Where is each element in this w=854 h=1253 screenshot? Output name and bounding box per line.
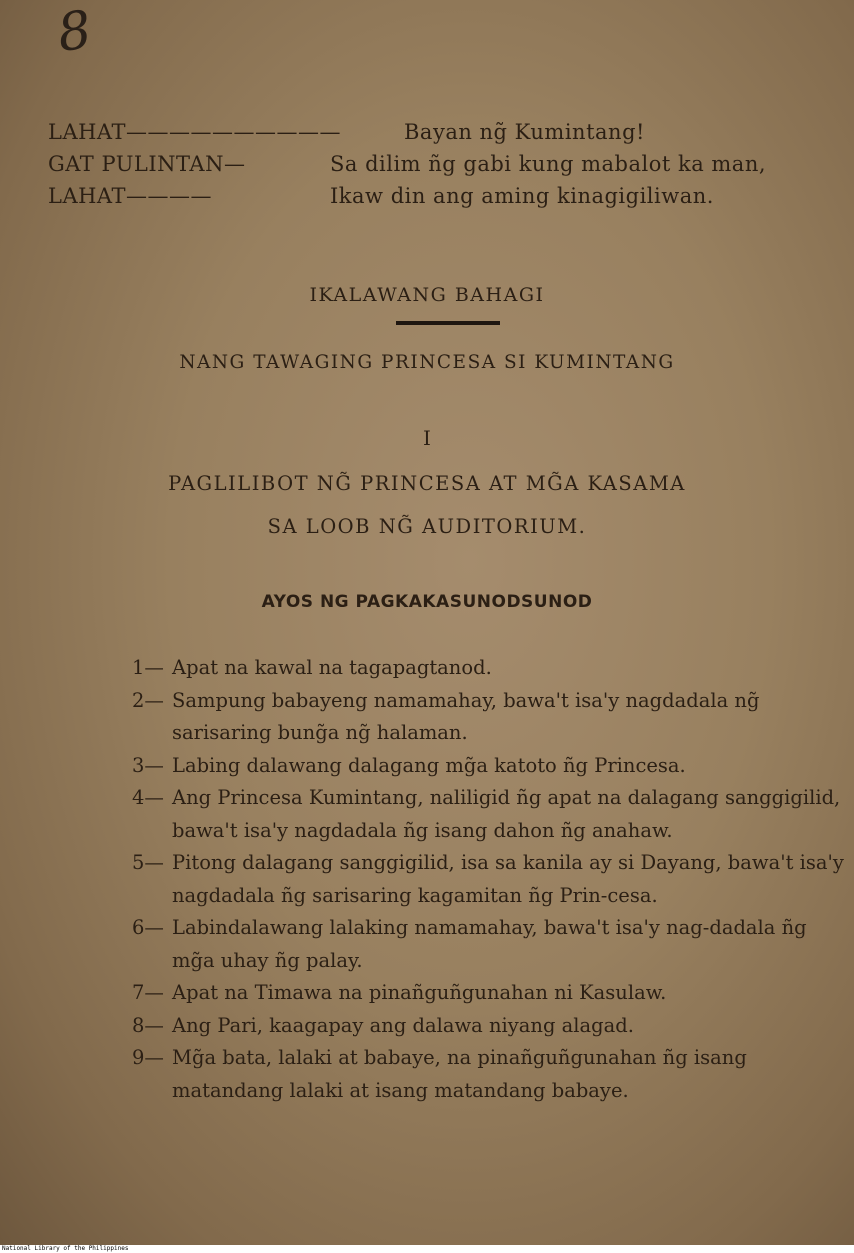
dialogue-block <box>48 116 828 212</box>
item-number: 5— <box>132 851 164 874</box>
part-heading: IKALAWANG BAHAGI <box>309 284 545 306</box>
speaker-name: GAT PULINTAN— <box>48 152 246 176</box>
list-item <box>132 750 852 783</box>
item-text: Apat na Timawa na pinañguñgunahan ni Kasulaw. <box>172 981 667 1004</box>
item-number: 2— <box>132 688 164 712</box>
list-item <box>132 1010 852 1043</box>
speech-text: Bayan ng̃ Kumintang! <box>404 120 645 144</box>
item-text: Apat na kawal na tagapagtanod. <box>172 656 492 679</box>
item-number: 9— <box>132 1046 164 1069</box>
item-text: Mg̃a bata, lalaki at babaye, na pinañguñgunahan ñg isang matandang lalaki at isang matandang babaye. <box>172 1046 747 1102</box>
item-number: 8— <box>132 1013 164 1037</box>
item-number: 4— <box>132 786 164 809</box>
speaker-name: LAHAT———— <box>48 184 212 208</box>
list-item <box>132 912 852 977</box>
item-number: 7— <box>132 981 164 1004</box>
list-item <box>132 977 852 1010</box>
handwritten-page-number: 8 <box>53 0 96 65</box>
section-numeral: I <box>423 426 431 450</box>
speech-text: Ikaw din ang aming kinagigiliwan. <box>330 184 714 208</box>
item-number: 1— <box>132 656 164 679</box>
order-heading: AYOS NG PAGKAKASUNODSUNOD <box>261 592 593 612</box>
heading-rule <box>396 321 500 325</box>
item-text: Pitong dalagang sanggigilid, isa sa kanila ay si Dayang, bawa't isa'y nagdadala ñg sarisaring kagamitan ñg Prin-cesa. <box>172 851 844 907</box>
list-item <box>132 782 852 847</box>
speech-text: Sa dilim ñg gabi kung mabalot ka man, <box>330 152 767 176</box>
item-text: Ang Princesa Kumintang, naliligid ñg apat na dalagang sanggigilid, bawa't isa'y nagdadala ñg isang dahon ñg anahaw. <box>172 786 841 842</box>
list-item <box>132 652 852 685</box>
item-text: Ang Pari, kaagapay ang dalawa niyang alagad. <box>172 1013 634 1037</box>
procession-list <box>132 652 852 1107</box>
part-title: NANG TAWAGING PRINCESA SI KUMINTANG <box>179 352 675 373</box>
list-item <box>132 1042 852 1107</box>
dialogue-line <box>48 148 828 180</box>
section-title-line-1: PAGLILIBOT NG̃ PRINCESA AT MG̃A KASAMA <box>168 472 686 495</box>
dialogue-line <box>48 180 828 212</box>
item-number: 3— <box>132 753 164 777</box>
section-title-line-2: SA LOOB NG̃ AUDITORIUM. <box>267 515 587 538</box>
item-text: Labindalawang lalaking namamahay, bawa't isa'y nag-dadala ñg mg̃a uhay ñg palay. <box>172 916 807 972</box>
list-item <box>132 685 852 750</box>
dialogue-line <box>48 116 828 148</box>
speaker-name: LAHAT—————————— <box>48 120 341 144</box>
item-number: 6— <box>132 916 164 939</box>
item-text: Labing dalawang dalagang mg̃a katoto ñg Princesa. <box>172 753 686 777</box>
list-item <box>132 847 852 912</box>
item-text: Sampung babayeng namamahay, bawa't isa'y nagdadala ng̃ sarisaring bung̃a ng̃ halaman. <box>172 688 760 744</box>
footer-credit: National Library of the Philippines <box>0 1245 854 1253</box>
